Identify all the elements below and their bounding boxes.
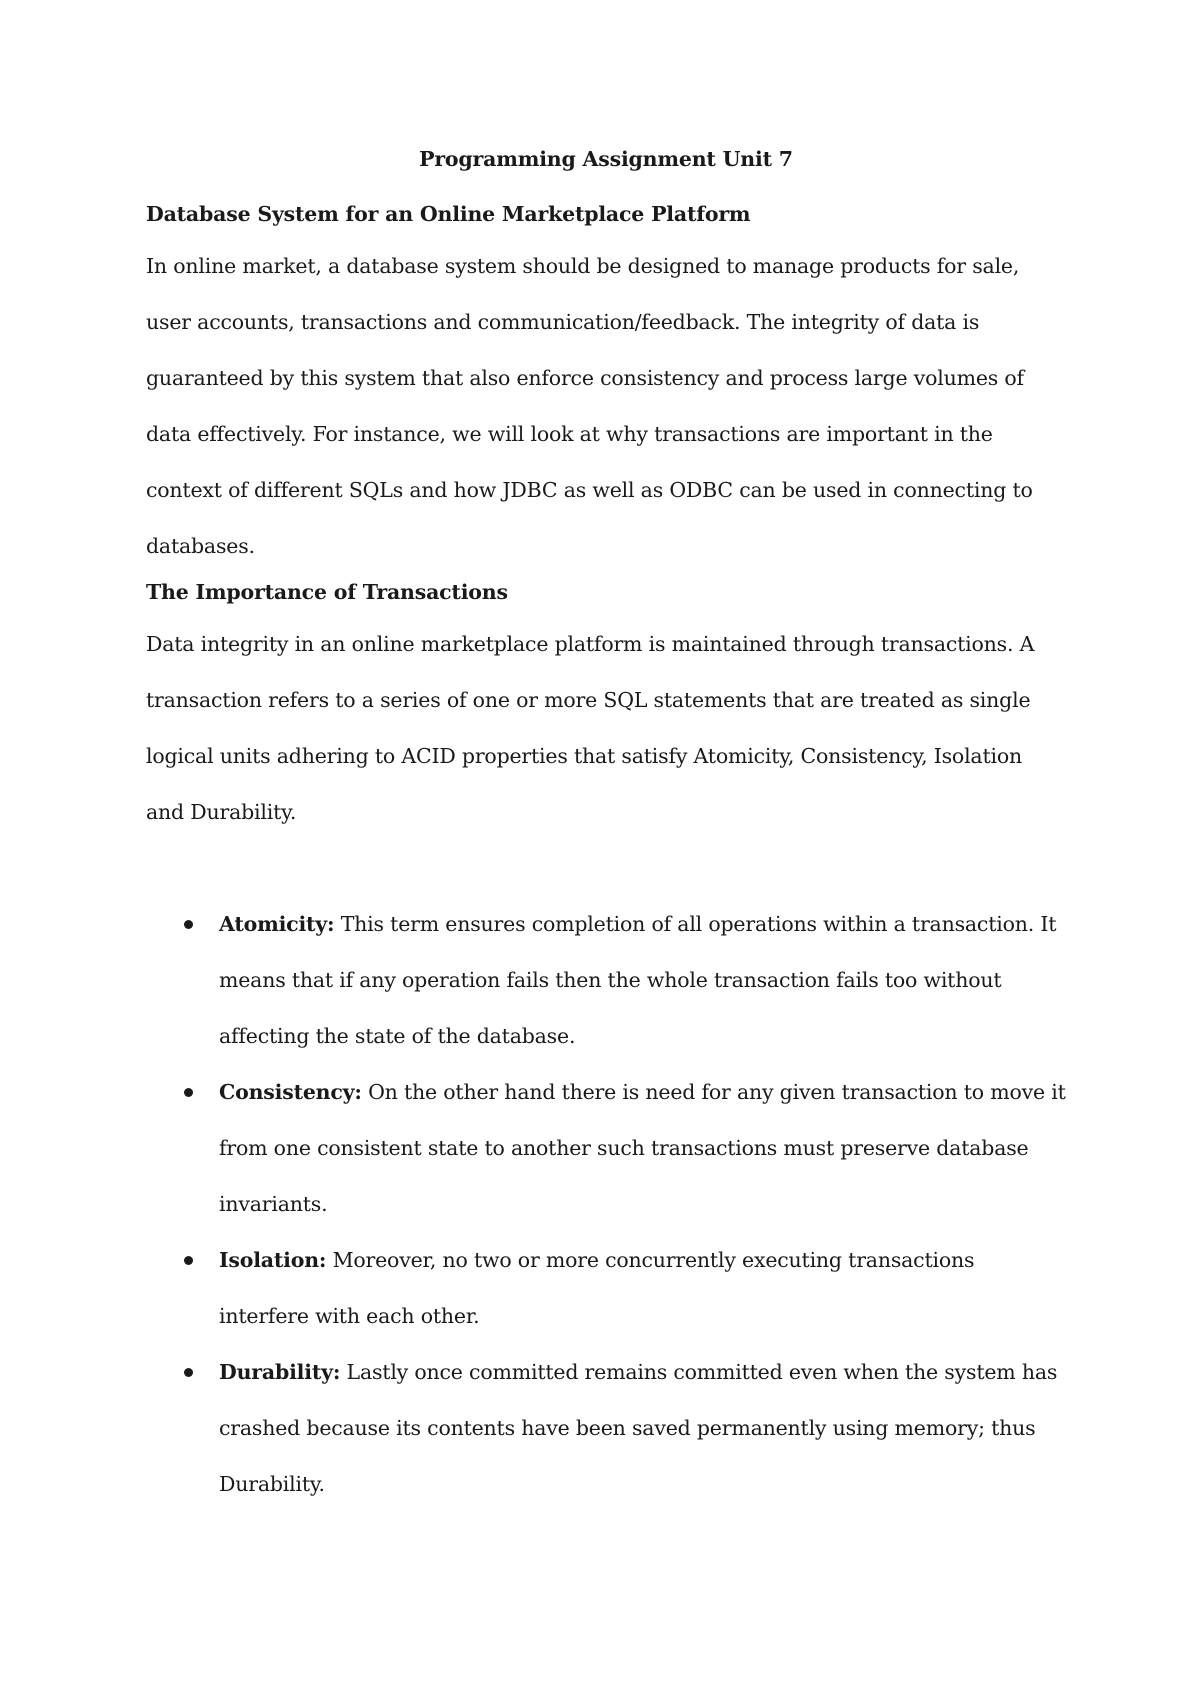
bullet-text: Lastly once committed remains committed even when the system has crashed because its contents have been saved permanently using memory; thus Durability. [219,1360,1058,1496]
bullet-term: Isolation: [219,1248,327,1272]
intro-paragraph: In online market, a database system should be designed to manage products for sale, user accounts, transactions and communication/feedback. The integrity of data is guaranteed by this system that also enforce consistency and process large volumes of data effectively. For instance, we will look at why transactions are important in the context of different SQLs and how JDBC as well as ODBC can be used in connecting to databases. [146,254,1033,558]
bullet-text: This term ensures completion of all operations within a transaction. It means that if any operation fails then the whole transaction fails too without affecting the state of the database. [219,912,1057,1048]
bullet-text: Moreover, no two or more concurrently executing transactions interfere with each other. [219,1248,975,1328]
bullet-icon [184,920,193,929]
document-body [146,140,1066,1512]
bullet-term: Consistency: [219,1080,362,1104]
list-item-consistency [146,1064,1066,1232]
bullet-text: On the other hand there is need for any given transaction to move it from one consistent state to another such transactions must preserve database invariants. [219,1080,1066,1216]
section-heading-transactions: The Importance of Transactions [146,580,508,604]
list-item-isolation [146,1232,1066,1344]
list-item-atomicity [146,896,1066,1064]
section-heading-database-system: Database System for an Online Marketplace Platform [146,202,751,226]
acid-bullet-list [146,896,1066,1512]
bullet-term: Durability: [219,1360,341,1384]
bullet-term: Atomicity: [219,912,335,936]
list-item-durability [146,1344,1066,1512]
bullet-icon [184,1256,193,1265]
bullet-icon [184,1088,193,1097]
transactions-paragraph: Data integrity in an online marketplace platform is maintained through transactions. A transaction refers to a series of one or more SQL statements that are treated as single logical units adhering to ACID properties that satisfy Atomicity, Consistency, Isolation and Durability. [146,632,1035,824]
bullet-icon [184,1368,193,1377]
document-title: Programming Assignment Unit 7 [419,147,793,171]
